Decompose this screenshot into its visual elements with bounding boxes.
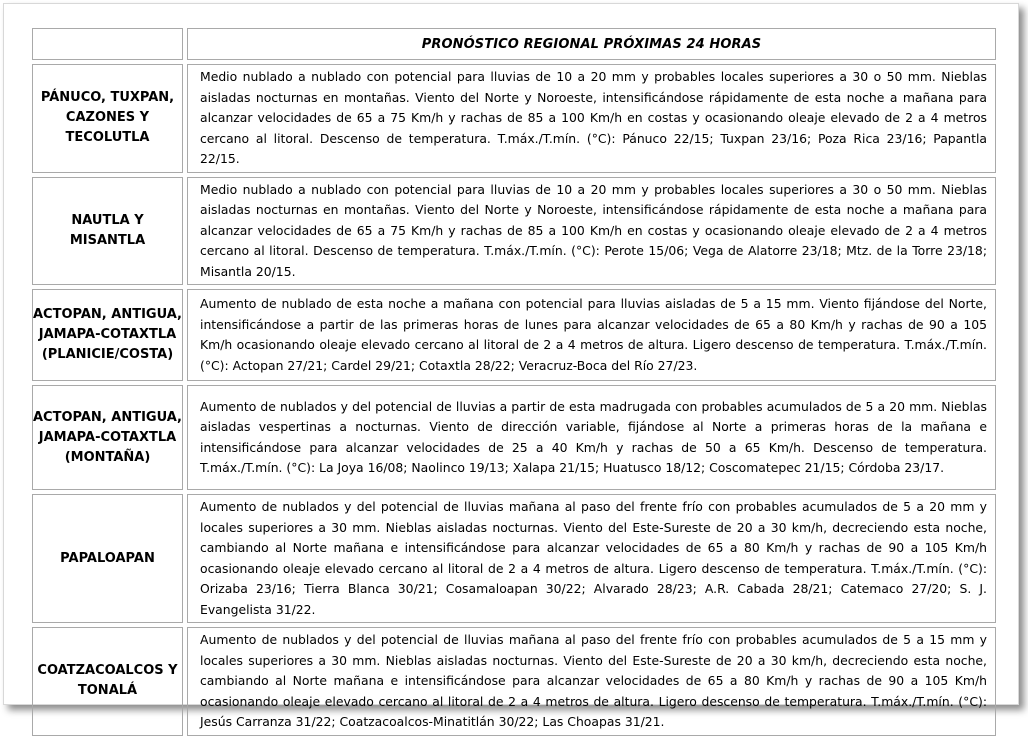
region-name: COATZACOALCOS Y TONALÁ bbox=[32, 627, 183, 736]
table-header-row bbox=[32, 28, 996, 60]
table-row bbox=[32, 289, 996, 381]
forecast-text: Medio nublado a nublado con potencial para lluvias de 10 a 20 mm y probables locales superiores a 30 o 50 mm. Nieblas aisladas nocturnas en montañas. Viento del Norte y Noroeste, intensificándose rápidamente de esta noche a mañana para alcanzar velocidades de 65 a 75 Km/h y rachas de 85 a 100 Km/h en costas y ocasionando oleaje elevado de 2 a 4 metros cercano al litoral. Descenso de temperatura. T.máx./T.mín. (°C): Pánuco 22/15; Tuxpan 23/16; Poza Rica 23/16; Papantla 22/15. bbox=[187, 64, 996, 173]
forecast-text: Aumento de nublados y del potencial de lluvias mañana al paso del frente frío con probables acumulados de 5 a 15 mm y locales superiores a 30 mm. Nieblas aisladas nocturnas. Viento del Este-Sureste de 20 a 30 km/h, decreciendo esta noche, cambiando al Norte mañana e intensificándose para alcanzar velocidades de 65 a 80 Km/h y rachas de 90 a 105 Km/h ocasionando oleaje elevado cercano al litoral de 2 a 4 metros de altura. Ligero descenso de temperatura. T.máx./T.mín. (°C): Jesús Carranza 31/22; Coatzacoalcos-Minatitlán 30/22; Las Choapas 31/21. bbox=[187, 627, 996, 736]
forecast-text: Aumento de nublado de esta noche a mañana con potencial para lluvias aisladas de 5 a 15 mm. Viento fijándose del Norte, intensificándose a partir de las primeras horas de lunes para alcanzar velocidades de 65 a 80 Km/h y rachas de 90 a 105 Km/h ocasionando oleaje elevado cercano al litoral de 2 a 4 metros de altura. Ligero descenso de temperatura. T.máx./T.mín. (°C): Actopan 27/21; Cardel 29/21; Cotaxtla 28/22; Veracruz-Boca del Río 27/23. bbox=[187, 289, 996, 381]
table-row bbox=[32, 177, 996, 286]
region-name: PÁNUCO, TUXPAN, CAZONES Y TECOLUTLA bbox=[32, 64, 183, 173]
table-row bbox=[32, 64, 996, 173]
header-empty-cell bbox=[32, 28, 183, 60]
region-name: ACTOPAN, ANTIGUA, JAMAPA-COTAXTLA (PLANICIE/COSTA) bbox=[32, 289, 183, 381]
document-frame bbox=[3, 3, 1019, 729]
table-row bbox=[32, 627, 996, 736]
table-title: PRONÓSTICO REGIONAL PRÓXIMAS 24 HORAS bbox=[187, 28, 996, 60]
forecast-table bbox=[28, 24, 1000, 740]
forecast-text: Medio nublado a nublado con potencial para lluvias de 10 a 20 mm y probables locales superiores a 30 o 50 mm. Nieblas aisladas nocturnas en montañas. Viento del Norte y Noroeste, intensificándose rápidamente de esta noche a mañana para alcanzar velocidades de 65 a 75 Km/h y rachas de 85 a 100 Km/h en costas y ocasionando oleaje elevado de 2 a 4 metros cercano al litoral. Descenso de temperatura. T.máx./T.mín. (°C): Perote 15/06; Vega de Alatorre 23/18; Mtz. de la Torre 23/18; Misantla 20/15. bbox=[187, 177, 996, 286]
table-row bbox=[32, 494, 996, 623]
region-name: PAPALOAPAN bbox=[32, 494, 183, 623]
forecast-text: Aumento de nublados y del potencial de lluvias a partir de esta madrugada con probables acumulados de 5 a 20 mm. Nieblas aisladas vespertinas a nocturnas. Viento de dirección variable, fijándose al Norte a primeras horas de la mañana e intensificándose para alcanzar velocidades de 25 a 40 Km/h y rachas de 50 a 65 Km/h. Descenso de temperatura. T.máx./T.mín. (°C): La Joya 16/08; Naolinco 19/13; Xalapa 21/15; Huatusco 18/12; Coscomatepec 21/15; Córdoba 23/17. bbox=[187, 385, 996, 490]
table-row bbox=[32, 385, 996, 490]
region-name: ACTOPAN, ANTIGUA, JAMAPA-COTAXTLA (MONTAÑA) bbox=[32, 385, 183, 490]
forecast-text: Aumento de nublados y del potencial de lluvias mañana al paso del frente frío con probables acumulados de 5 a 20 mm y locales superiores a 30 mm. Nieblas aisladas nocturnas. Viento del Este-Sureste de 20 a 30 km/h, decreciendo esta noche, cambiando al Norte mañana e intensificándose para alcanzar velocidades de 65 a 80 Km/h y rachas de 90 a 105 Km/h ocasionando oleaje elevado cercano al litoral de 2 a 4 metros de altura. Ligero descenso de temperatura. T.máx./T.mín. (°C): Orizaba 23/16; Tierra Blanca 30/21; Cosamaloapan 30/22; Alvarado 28/23; A.R. Cabada 28/21; Catemaco 27/20; S. J. Evangelista 31/22. bbox=[187, 494, 996, 623]
region-name: NAUTLA Y MISANTLA bbox=[32, 177, 183, 286]
